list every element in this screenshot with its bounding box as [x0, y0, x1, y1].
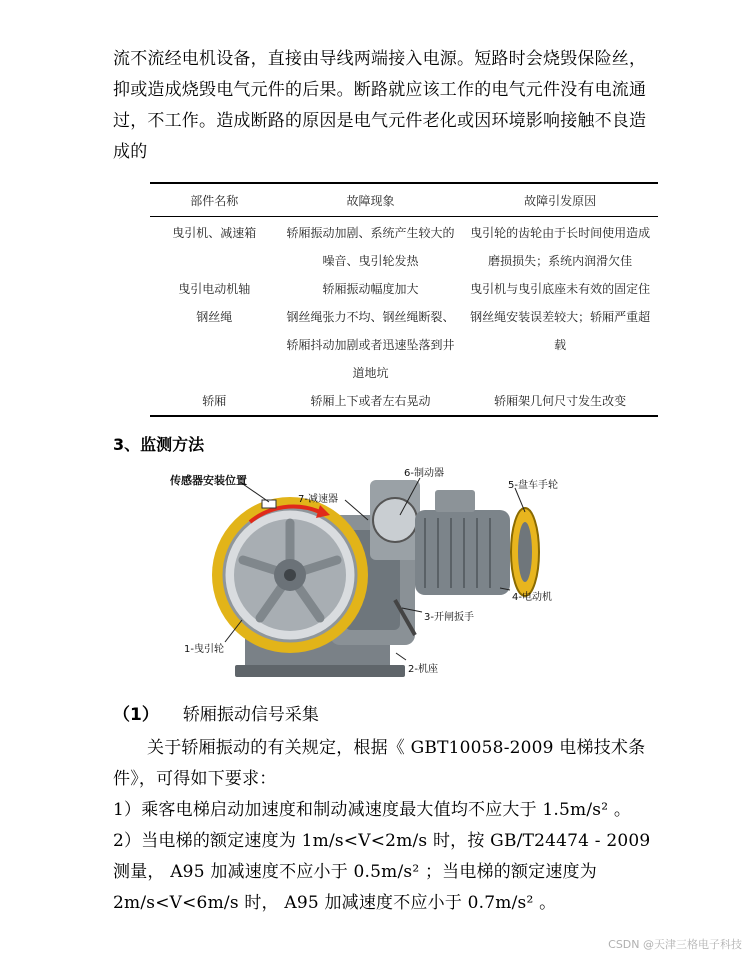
header-symptom: 故障现象 [279, 183, 463, 217]
traction-machine-illustration [170, 460, 590, 690]
cell-part: 轿厢 [150, 387, 279, 416]
intro-paragraph: 流不流经电机设备，直接由导线两端接入电源。短路时会烧毁保险丝，抑或造成烧毁电气元件的后果。断路就应该工作的电气元件没有电流通过，不工作。造成断路的原因是电气元件老化或因环境影响接触不良造成的 [113, 49, 647, 162]
label-sensor-position: 传感器安装位置 [170, 474, 247, 487]
cell-symptom: 轿厢上下或者左右晃动 [279, 387, 463, 416]
cell-part: 曳引电动机轴 [178, 282, 251, 296]
header-cause: 故障引发原因 [462, 183, 658, 217]
label-base: 2-机座 [408, 664, 438, 675]
subsection-title [113, 700, 319, 725]
fault-table [150, 182, 658, 417]
table-row [150, 275, 658, 303]
requirement-2: 2）当电梯的额定速度为 1m/s<V<2m/s 时，按 GB/T24474 - 2009 测量， A95 加减速度不应小于 0.5m/s² ；当电梯的额定速度为 2m/s<V<6m/s 时， A95 加减速度不应小于 0.7m/s² 。 [113, 831, 651, 913]
traction-machine-figure [170, 460, 590, 690]
cell-part: 钢丝绳 [196, 310, 233, 324]
subsection-number: （1） [113, 705, 159, 725]
cell-symptom: 轿厢振动加剧、系统产生较大的噪音、曳引轮发热 [286, 226, 455, 268]
cell-cause: 钢丝绳安装误差较大；轿厢严重超载 [470, 310, 651, 352]
table-row [150, 387, 658, 416]
cell-cause: 曳引轮的齿轮由于长时间使用造成磨损损失；系统内润滑欠佳 [470, 226, 651, 268]
requirement-1: 1）乘客电梯启动加速度和制动减速度最大值均不应大于 1.5m/s² 。 [113, 800, 632, 820]
label-reducer: 7-减速器 [298, 494, 338, 505]
label-traction-sheave: 1-曳引轮 [184, 644, 224, 655]
subsection-text: 轿厢振动信号采集 [182, 705, 319, 725]
label-brake: 6-制动器 [404, 468, 444, 479]
label-handwheel: 5-盘车手轮 [508, 480, 558, 491]
cell-cause: 轿厢架几何尺寸发生改变 [462, 387, 658, 416]
cell-part: 曳引机、减速箱 [172, 226, 257, 240]
body-paragraph: 关于轿厢振动的有关规定，根据《 GBT10058-2009 电梯技术条件》，可得如下要求： [113, 738, 646, 789]
table-row [150, 217, 658, 276]
section-heading: 3、监测方法 [113, 435, 205, 454]
cell-symptom: 钢丝绳张力不均、钢丝绳断裂、轿厢抖动加剧或者迅速坠落到井道地坑 [286, 310, 455, 380]
cell-symptom: 轿厢振动幅度加大 [322, 282, 419, 296]
label-motor: 4-电动机 [512, 592, 552, 603]
watermark: CSDN @天津三格电子科技 [608, 938, 742, 951]
cell-cause: 曳引机与曳引底座未有效的固定住 [470, 282, 651, 296]
table-row [150, 303, 658, 387]
label-brake-wrench: 3-开闸扳手 [424, 612, 474, 623]
header-part: 部件名称 [150, 183, 279, 217]
